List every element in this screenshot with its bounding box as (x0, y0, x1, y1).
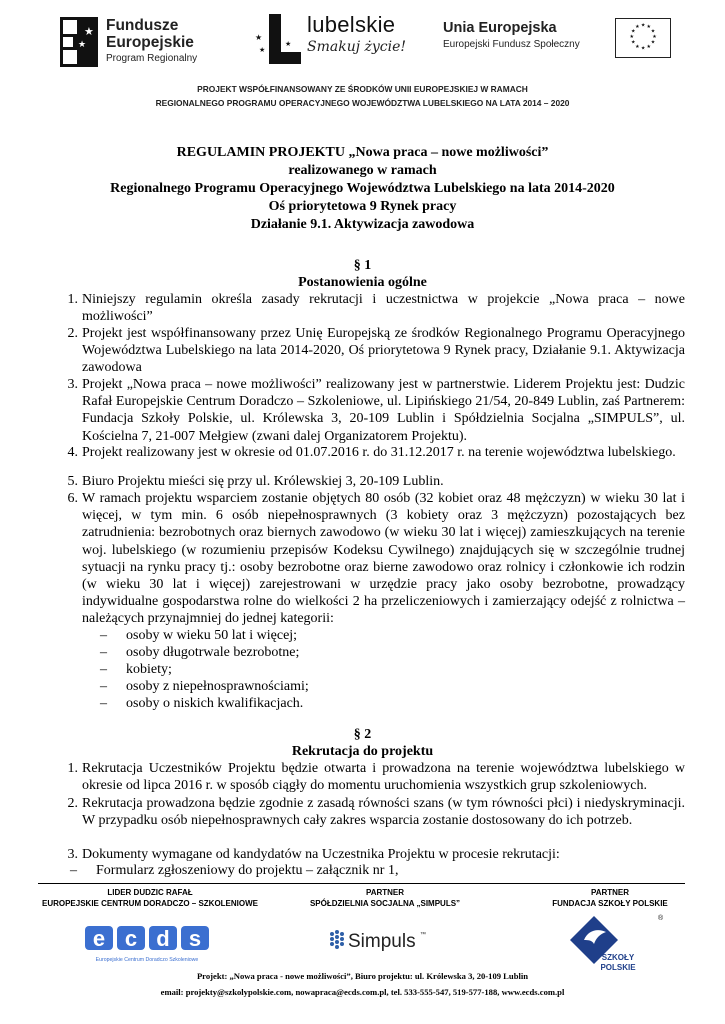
cofinancing-line-1: PROJEKT WSPÓŁFINANSOWANY ZE ŚRODKÓW UNII EUROPEJSKIEJ W RAMACH (197, 84, 528, 94)
ue-line1: Unia Europejska (443, 20, 557, 36)
fe-line1: Fundusze (106, 17, 179, 34)
section-2-item-2 (60, 795, 685, 829)
item-text: Projekt jest współfinansowany przez Unię Europejską ze środków Regionalnego Programu Operacyjnego Województwa Lubelskiego na lata 2014-2020, Oś priorytetowa 9 Rynek pracy, Działanie 9.1. Aktywizacja zawodowa (82, 326, 685, 376)
szkoly-polskie-logo (562, 910, 672, 974)
item-text: Rekrutacja Uczestników Projektu będzie otwarta i prowadzona na terenie województwa lubelskiego w okresie od lipca 2016 r. w sposób ciągły do momentu uruchomienia wszystkich grup szkoleniowych. (82, 761, 685, 794)
section-1-heading: Postanowienia ogólne (298, 275, 427, 290)
svg-text:★: ★ (281, 26, 288, 34)
unia-europejska-logo (443, 18, 673, 66)
lubelskie-slogan: Smakuj życie! (307, 39, 407, 55)
document-list-item: – Formularz zgłoszeniowy do projektu – załącznik nr 1, (70, 863, 399, 878)
svg-text:★: ★ (255, 33, 263, 42)
svg-text:★: ★ (640, 46, 646, 52)
section-1-item-6 (60, 490, 685, 628)
ecds-logo (83, 922, 213, 968)
item-text: W ramach projektu wsparciem zostanie objętych 80 osób (32 kobiet oraz 48 mężczyzn) w wieku 30 lat i więcej, w tym min. 6 osób niepełnosprawnych (3 kobiety oraz 3 mężczyzn) pozostających bez zatrudnienia: bezrobotnych oraz biernych zawodowo (w wieku 30 lat i więcej) zamieszkujących na terenie woj. lubelskiego (w rozumieniu przepisów Kodeksu Cywilnego) znajdujących się w szczególnie trudnej sytuacji na rynku pracy tj.: osoby bezrobotne oraz bierne zawodowo oraz rolnicy i członkowie ich rodzin (w wieku 30 lat i więcej) zarejestrowani w urzędzie pracy jako osoby bezrobotne, prowadzący indywidualne gospodarstwa rolne do wielkości 2 ha przeliczeniowych i zamierzający odejść z rolnictwa – należących przynajmniej do jednej kategorii: (82, 491, 685, 627)
footer-contact (0, 968, 725, 1000)
category-item: – osoby w wieku 50 lat i więcej; (100, 628, 298, 643)
fe-flag-icon (60, 17, 98, 67)
category-item: – osoby o niskich kwalifikacjach. (100, 696, 304, 711)
item-number: 5. (67, 474, 78, 489)
partner-role: LIDER DUDZIC RAFAŁ (107, 888, 193, 897)
item-text: Biuro Projektu mieści się przy ul. Królewskiej 3, 20-109 Lublin. (82, 474, 444, 489)
document-title (0, 144, 725, 234)
svg-text:★: ★ (78, 39, 87, 49)
svg-text:★: ★ (650, 40, 656, 46)
header-logos (60, 10, 670, 72)
title-line-1: REGULAMIN PROJEKTU „Nowa praca – nowe możliwości” (176, 145, 549, 160)
section-2-heading: Rekrutacja do projektu (291, 744, 434, 759)
fe-line3: Program Regionalny (106, 53, 198, 64)
svg-text:★: ★ (650, 29, 656, 35)
item-text: Dokumenty wymagane od kandydatów na Uczestnika Projektu w procesie rekrutacji: (82, 847, 560, 862)
section-1-number: § 1 (353, 258, 372, 273)
item-number: 2. (67, 326, 78, 341)
item-number: 3. (67, 847, 78, 862)
partner-lider (30, 887, 270, 909)
partner-name: FUNDACJA SZKOŁY POLSKIE (552, 899, 668, 908)
partner-name: SPÓŁDZIELNIA SOCJALNA „SIMPULS” (309, 899, 461, 908)
svg-text:★: ★ (259, 46, 266, 54)
partner-role: PARTNER (590, 888, 630, 897)
partner-name: EUROPEJSKIE CENTRUM DORADCZO – SZKOLENIOWE (41, 899, 258, 908)
eu-flag-icon (615, 18, 671, 58)
partner-szkoly-polskie (520, 887, 700, 909)
ecds-letter-c: c (124, 926, 138, 951)
item-number: 2. (67, 796, 78, 811)
szkoly-line1: SZKOŁY (601, 953, 635, 962)
section-1-item-4 (60, 444, 685, 461)
simpuls-name: Simpuls (348, 931, 416, 952)
footer-contact-line: email: projekty@szkolypolskie.com, nowapraca@ecds.com.pl, tel. 533-555-547, 519-577-188, www.ecds.com.pl (160, 987, 565, 997)
item-text: Niniejszy regulamin określa zasady rekrutacji i uczestnictwa w projekcie „Nowa praca – nowe możliwości” (82, 292, 685, 325)
svg-text:★: ★ (629, 35, 634, 40)
simpuls-tm: ™ (420, 932, 426, 938)
svg-text:★: ★ (646, 44, 651, 50)
section-1-item-1 (60, 291, 685, 325)
partner-role: PARTNER (365, 888, 405, 897)
ue-line2: Europejski Fundusz Społeczny (443, 39, 580, 50)
ecds-letter-d: d (156, 926, 170, 951)
item-number: 3. (67, 377, 78, 392)
ecds-letter-s: s (188, 926, 202, 951)
svg-text:★: ★ (285, 40, 292, 48)
section-2-number: § 2 (353, 727, 372, 742)
section-2-item-1 (60, 760, 685, 794)
title-line-5: Działanie 9.1. Aktywizacja zawodowa (250, 217, 475, 232)
ecds-caption: Europejskie Centrum Doradczo Szkoleniowe (95, 957, 199, 963)
lubelskie-l-icon (255, 12, 305, 68)
svg-text:★: ★ (630, 40, 636, 46)
footer-project-line: Projekt: „Nowa praca - nowe możliwości”, Biuro projektu: ul. Królewska 3, 20-109 Lublin (196, 971, 529, 981)
category-item: – osoby z niepełnosprawnościami; (100, 679, 309, 694)
lubelskie-logo (255, 12, 425, 70)
item-number: 6. (67, 491, 78, 506)
title-line-3: Regionalnego Programu Operacyjnego Województwa Lubelskiego na lata 2014-2020 (110, 181, 615, 196)
item-text: Projekt „Nowa praca – nowe możliwości” realizowany jest w partnerstwie. Liderem Projektu jest: Dudzic Rafał Europejskie Centrum Doradczo – Szkoleniowe, ul. Lipińskiego 21/54, 20-849 Lublin, zaś Partnerem: Fundacja Szkoły Polskie, ul. Królewska 3, 20-109 Lublin i Spółdzielnia Socjalna „SIMPULS”, ul. Kościelna 7, 21-007 Mełgiew (zwani dalej Organizatorem Projektu). (82, 377, 685, 444)
item-number: 1. (67, 292, 78, 307)
svg-text:★: ★ (652, 35, 657, 40)
item-number: 1. (67, 761, 78, 776)
szkoly-line2: POLSKIE (600, 963, 636, 972)
szkoly-reg: ® (658, 915, 664, 922)
simpuls-logo (328, 926, 438, 956)
lubelskie-name: lubelskie (307, 12, 396, 37)
svg-text:★: ★ (630, 29, 636, 35)
svg-text:★: ★ (635, 25, 640, 31)
fundusze-europejskie-logo (60, 15, 205, 71)
item-text: Projekt realizowany jest w okresie od 01.07.2016 r. do 31.12.2017 r. na terenie województwa lubelskiego. (82, 445, 676, 460)
title-line-4: Oś priorytetowa 9 Rynek pracy (268, 199, 457, 214)
fe-line2: Europejskie (106, 34, 194, 51)
category-item: – osoby długotrwale bezrobotne; (100, 645, 300, 660)
section-2-item-3 (60, 846, 685, 863)
svg-text:★: ★ (635, 44, 640, 50)
cofinancing-note (0, 82, 725, 110)
section-1-item-5 (60, 473, 685, 490)
simpuls-dots-icon (330, 930, 344, 949)
item-number: 4. (67, 445, 78, 460)
title-line-2: realizowanego w ramach (288, 163, 437, 178)
section-1-item-3 (60, 376, 685, 445)
svg-text:★: ★ (640, 23, 646, 29)
footer-divider (38, 883, 685, 884)
svg-text:★: ★ (84, 26, 94, 38)
section-1-item-2 (60, 325, 685, 377)
category-item: – kobiety; (100, 662, 172, 677)
partner-simpuls (280, 887, 490, 909)
cofinancing-line-2: REGIONALNEGO PROGRAMU OPERACYJNEGO WOJEWÓDZTWA LUBELSKIEGO NA LATA 2014 – 2020 (155, 98, 570, 108)
ecds-letter-e: e (92, 926, 106, 951)
item-text: Rekrutacja prowadzona będzie zgodnie z zasadą równości szans (w tym równości płci) i niedyskryminacji. W przypadku osób niepełnosprawnych cały zakres wsparcia zostanie dostosowany do ich potrzeb. (82, 796, 685, 829)
svg-text:★: ★ (646, 25, 651, 31)
